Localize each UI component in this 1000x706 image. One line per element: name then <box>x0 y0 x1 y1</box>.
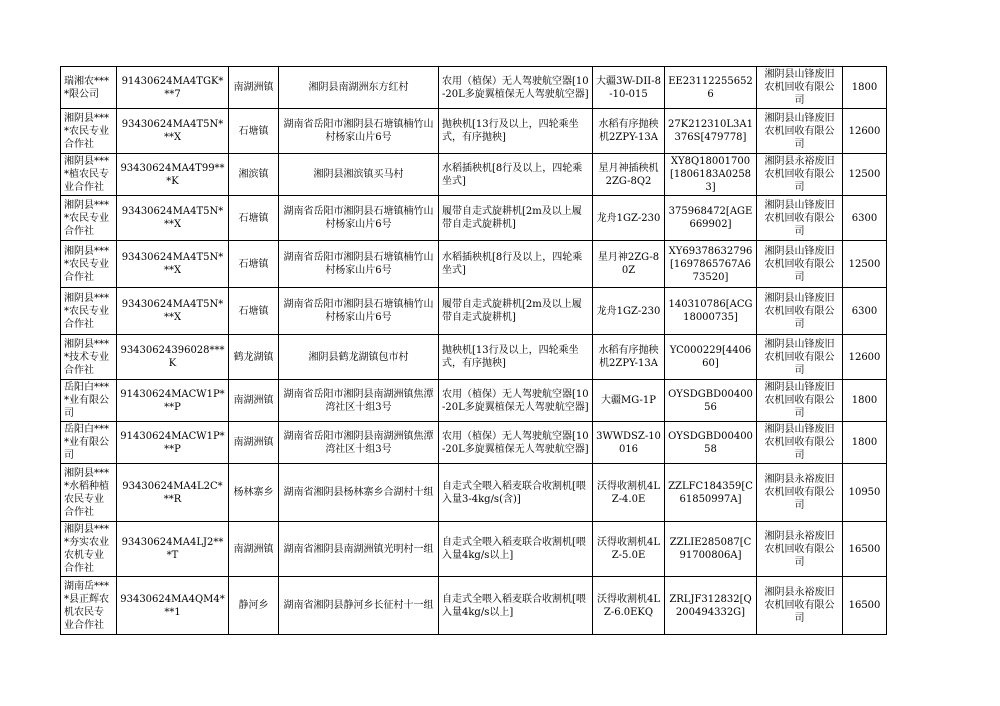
subsidy-amount-cell: 12500 <box>843 154 887 196</box>
serial-number-cell: EE231122556526 <box>665 67 757 109</box>
credit-code-cell: 93430624MA4T5N***X <box>117 288 229 335</box>
table-row <box>61 196 887 241</box>
address-cell: 湖南省湘阴县南湖洲镇光明村一组 <box>279 522 439 577</box>
credit-code-cell: 93430624MA4LJ2***T <box>117 522 229 577</box>
machine-model-cell: 水稻有序抛秧机2ZPY-13A <box>593 109 665 154</box>
credit-code-cell: 91430624MA4TGK***7 <box>117 67 229 109</box>
machine-model-cell: 3WWDSZ-10016 <box>593 422 665 464</box>
table-row <box>61 380 887 422</box>
applicant-name-cell: 湘阴县****农民专业合作社 <box>61 288 117 335</box>
town-cell: 石塘镇 <box>229 241 279 288</box>
recycler-cell: 湘阴县永裕废旧农机回收有限公司 <box>757 154 843 196</box>
serial-number-cell: ZZLFC184359[C61850997A] <box>665 464 757 522</box>
subsidy-amount-cell: 1800 <box>843 422 887 464</box>
machine-category-cell: 履带自走式旋耕机[2m及以上履带自走式旋耕机] <box>439 196 593 241</box>
recycler-cell: 湘阴县山锋废旧农机回收有限公司 <box>757 422 843 464</box>
serial-number-cell: OYSDGBD0040058 <box>665 422 757 464</box>
serial-number-cell: YC000229[440660] <box>665 335 757 380</box>
address-cell: 湖南省岳阳市湘阴县石塘镇楠竹山村杨家山片6号 <box>279 196 439 241</box>
town-cell: 湘滨镇 <box>229 154 279 196</box>
machine-model-cell: 龙舟1GZ-230 <box>593 288 665 335</box>
town-cell: 鹤龙湖镇 <box>229 335 279 380</box>
table-row <box>61 67 887 109</box>
recycler-cell: 湘阴县山锋废旧农机回收有限公司 <box>757 241 843 288</box>
town-cell: 石塘镇 <box>229 288 279 335</box>
applicant-name-cell: 湘阴县****农民专业合作社 <box>61 109 117 154</box>
machine-category-cell: 自走式全喂入稻麦联合收割机[喂入量3-4kg/s(含)] <box>439 464 593 522</box>
machine-model-cell: 星月神插秧机2ZG-8Q2 <box>593 154 665 196</box>
table-row <box>61 241 887 288</box>
machine-model-cell: 龙舟1GZ-230 <box>593 196 665 241</box>
table-body <box>61 67 887 635</box>
address-cell: 湘阴县鹤龙湖镇包市村 <box>279 335 439 380</box>
applicant-name-cell: 湘阴县****夯实农业农机专业合作社 <box>61 522 117 577</box>
recycler-cell: 湘阴县山锋废旧农机回收有限公司 <box>757 380 843 422</box>
town-cell: 石塘镇 <box>229 196 279 241</box>
table-row <box>61 522 887 577</box>
subsidy-amount-cell: 1800 <box>843 67 887 109</box>
table-row <box>61 464 887 522</box>
machine-category-cell: 履带自走式旋耕机[2m及以上履带自走式旋耕机] <box>439 288 593 335</box>
machine-category-cell: 抛秧机[13行及以上，四轮乘坐式，有序抛秧] <box>439 109 593 154</box>
address-cell: 湖南省岳阳市湘阴县南湖洲镇焦潭湾社区十组3号 <box>279 422 439 464</box>
subsidy-amount-cell: 16500 <box>843 577 887 635</box>
applicant-name-cell: 岳阳白****业有限公司 <box>61 422 117 464</box>
subsidy-amount-cell: 16500 <box>843 522 887 577</box>
recycler-cell: 湘阴县永裕废旧农机回收有限公司 <box>757 522 843 577</box>
subsidy-amount-cell: 12500 <box>843 241 887 288</box>
applicant-name-cell: 湘阴县****农民专业合作社 <box>61 241 117 288</box>
serial-number-cell: XY8Q18001700[1806183A02583] <box>665 154 757 196</box>
machine-category-cell: 水稻插秧机[8行及以上，四轮乘坐式] <box>439 154 593 196</box>
serial-number-cell: 375968472[AGE669902] <box>665 196 757 241</box>
credit-code-cell: 91430624MACW1P***P <box>117 422 229 464</box>
credit-code-cell: 93430624396028***K <box>117 335 229 380</box>
applicant-name-cell: 瑞湘农****限公司 <box>61 67 117 109</box>
address-cell: 湖南省湘阴县杨林寨乡合湖村十组 <box>279 464 439 522</box>
table-row <box>61 288 887 335</box>
machine-category-cell: 农用（植保）无人驾驶航空器[10-20L多旋翼植保无人驾驶航空器] <box>439 422 593 464</box>
table-row <box>61 335 887 380</box>
town-cell: 静河乡 <box>229 577 279 635</box>
machine-model-cell: 沃得收割机4LZ-6.0EKQ <box>593 577 665 635</box>
table-row <box>61 577 887 635</box>
serial-number-cell: ZRLJF312832[Q200494332G] <box>665 577 757 635</box>
serial-number-cell: XY69378632796[1697865767A673520] <box>665 241 757 288</box>
town-cell: 石塘镇 <box>229 109 279 154</box>
subsidy-amount-cell: 12600 <box>843 109 887 154</box>
table-row <box>61 154 887 196</box>
machine-category-cell: 自走式全喂入稻麦联合收割机[喂入量4kg/s以上] <box>439 522 593 577</box>
town-cell: 南湖洲镇 <box>229 422 279 464</box>
serial-number-cell: 140310786[ACG18000735] <box>665 288 757 335</box>
machine-category-cell: 农用（植保）无人驾驶航空器[10-20L多旋翼植保无人驾驶航空器] <box>439 380 593 422</box>
recycler-cell: 湘阴县山锋废旧农机回收有限公司 <box>757 109 843 154</box>
serial-number-cell: ZZLIE285087[C91700806A] <box>665 522 757 577</box>
address-cell: 湖南省湘阴县静河乡长征村十一组 <box>279 577 439 635</box>
machine-model-cell: 星月神2ZG-80Z <box>593 241 665 288</box>
credit-code-cell: 93430624MA4QM4***1 <box>117 577 229 635</box>
subsidy-amount-cell: 1800 <box>843 380 887 422</box>
machine-category-cell: 抛秧机[13行及以上，四轮乘坐式，有序抛秧] <box>439 335 593 380</box>
machine-category-cell: 农用（植保）无人驾驶航空器[10-20L多旋翼植保无人驾驶航空器] <box>439 67 593 109</box>
credit-code-cell: 93430624MA4T99***K <box>117 154 229 196</box>
applicant-name-cell: 湘阴县****水稻种植农民专业合作社 <box>61 464 117 522</box>
table-row <box>61 109 887 154</box>
machine-model-cell: 沃得收割机4LZ-4.0E <box>593 464 665 522</box>
credit-code-cell: 93430624MA4T5N***X <box>117 241 229 288</box>
town-cell: 南湖洲镇 <box>229 67 279 109</box>
machine-model-cell: 大疆MG-1P <box>593 380 665 422</box>
address-cell: 湘阴县南湖洲东方红村 <box>279 67 439 109</box>
applicant-name-cell: 湘阴县****技术专业合作社 <box>61 335 117 380</box>
machine-category-cell: 自走式全喂入稻麦联合收割机[喂入量4kg/s以上] <box>439 577 593 635</box>
recycler-cell: 湘阴县山锋废旧农机回收有限公司 <box>757 288 843 335</box>
recycler-cell: 湘阴县永裕废旧农机回收有限公司 <box>757 577 843 635</box>
applicant-name-cell: 湘阴县****农民专业合作社 <box>61 196 117 241</box>
subsidy-table <box>60 66 887 635</box>
subsidy-amount-cell: 6300 <box>843 196 887 241</box>
address-cell: 湖南省岳阳市湘阴县南湖洲镇焦潭湾社区十组3号 <box>279 380 439 422</box>
address-cell: 湘阴县湘滨镇买马村 <box>279 154 439 196</box>
machine-model-cell: 水稻有序抛秧机2ZPY-13A <box>593 335 665 380</box>
address-cell: 湖南省岳阳市湘阴县石塘镇楠竹山村杨家山片6号 <box>279 288 439 335</box>
subsidy-amount-cell: 6300 <box>843 288 887 335</box>
machine-model-cell: 大疆3W-DII-8-10-015 <box>593 67 665 109</box>
address-cell: 湖南省岳阳市湘阴县石塘镇楠竹山村杨家山片6号 <box>279 241 439 288</box>
credit-code-cell: 93430624MA4T5N***X <box>117 109 229 154</box>
recycler-cell: 湘阴县永裕废旧农机回收有限公司 <box>757 464 843 522</box>
serial-number-cell: OYSDGBD0040056 <box>665 380 757 422</box>
credit-code-cell: 93430624MA4T5N***X <box>117 196 229 241</box>
machine-model-cell: 沃得收割机4LZ-5.0E <box>593 522 665 577</box>
applicant-name-cell: 湖南岳****县正辉农机农民专业合作社 <box>61 577 117 635</box>
credit-code-cell: 93430624MA4L2C***R <box>117 464 229 522</box>
recycler-cell: 湘阴县山锋废旧农机回收有限公司 <box>757 196 843 241</box>
serial-number-cell: 27K212310L3A1376S[479778] <box>665 109 757 154</box>
applicant-name-cell: 湘阴县****植农民专业合作社 <box>61 154 117 196</box>
town-cell: 南湖洲镇 <box>229 380 279 422</box>
town-cell: 杨林寨乡 <box>229 464 279 522</box>
subsidy-amount-cell: 12600 <box>843 335 887 380</box>
town-cell: 南湖洲镇 <box>229 522 279 577</box>
recycler-cell: 湘阴县山锋废旧农机回收有限公司 <box>757 335 843 380</box>
credit-code-cell: 91430624MACW1P***P <box>117 380 229 422</box>
subsidy-amount-cell: 10950 <box>843 464 887 522</box>
applicant-name-cell: 岳阳白****业有限公司 <box>61 380 117 422</box>
table-row <box>61 422 887 464</box>
machine-category-cell: 水稻插秧机[8行及以上，四轮乘坐式] <box>439 241 593 288</box>
recycler-cell: 湘阴县山锋废旧农机回收有限公司 <box>757 67 843 109</box>
address-cell: 湖南省岳阳市湘阴县石塘镇楠竹山村杨家山片6号 <box>279 109 439 154</box>
